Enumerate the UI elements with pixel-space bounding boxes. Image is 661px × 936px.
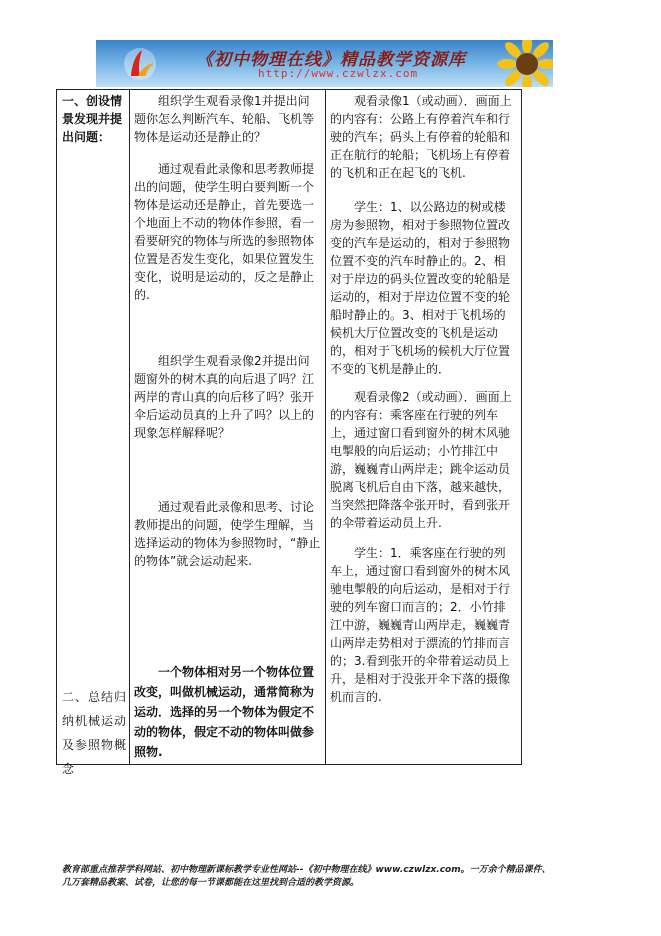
section-label-cell [57,90,130,776]
teacher-paragraph: 通过观看此录像和思考、讨论教师提出的问题，使学生理解，当选择运动的物体为参照物时，“静止的物体”就会运动起来. [134,500,321,568]
section2-label: 二、总结归纳机械运动及参照物概念 [62,690,126,776]
sunflower-icon [497,40,553,87]
teacher-paragraph: 组织学生观看录像1并提出问题你怎么判断汽车、轮船、飞机等物体是运动还是静止的？ [134,94,315,144]
student-activity-cell [326,90,522,765]
table-row [57,90,522,765]
student-paragraph: 学生：1、以公路边的树或楼房为参照物，相对于参照物位置改变的汽车是运动的，相对于参照物位置不变的汽车时静止的。2、相对于岸边的码头位置改变的轮船是运动的，相对于岸边位置不变的轮船时静止的。3、相对于飞机场的候机大厅位置改变的飞机是运动的，相对于飞机场的候机大厅位置不变的飞机是静止的． [330,200,511,376]
section1-label: 一、创设情景发现并提出问题： [62,94,123,144]
concept-summary: 一个物体相对另一个物体位置改变，叫做机械运动，通常简称为运动．选择的另一个物体为假定不动的物体，假定不动的物体叫做参照物. [134,665,315,759]
teacher-paragraph: 通过观看此录像和思考教师提出的问题，使学生明白要判断一个物体是运动还是静止，首先要选一个地面上不动的物体作参照，看一看要研究的物体与所选的参照物体位置是否发生变化，如果位置发生变化，说明是运动的，反之是静止的. [134,162,315,302]
teacher-paragraph: 组织学生观看录像2并提出问题窗外的树木真的向后退了吗？江两岸的青山真的向后移了吗？张开伞后运动员真的上升了吗？以上的现象怎样解释呢？ [134,354,315,440]
header-banner [96,40,553,87]
footer-line: 几万套精品教案、试卷，让您的每一节课都能在这里找到合适的教学资源。 [62,878,360,888]
student-paragraph: 观看录像1（或动画）．画面上的内容有：公路上有停着汽车和行驶的汽车；码头上有停着的轮船和正在航行的轮船；飞机场上有停着的飞机和正在起飞的飞机. [330,94,512,180]
banner-url[interactable]: http://www.czwlzx.com [258,67,419,80]
student-paragraph: 观看录像2（或动画）．画面上的内容有：乘客座在行驶的列车上，通过窗口看到窗外的树木风驰电掣般的向后运动；小竹排江中游，巍巍青山两岸走；跳伞运动员脱离飞机后自由下落，越来越快，当突然把降落伞张开时，看到张开的伞带着运动员上升. [330,390,512,530]
site-logo-icon [122,46,158,82]
footer-line: 教育部重点推荐学科网站、初中物理新课标教学专业性网站--《初中物理在线》www.czwlzx.com。一万余个精品课件、 [62,865,551,875]
banner-title: 《初中物理在线》精品教学资源库 [196,50,466,70]
page-footer [62,864,602,890]
student-paragraph: 学生：1．乘客座在行驶的列车上，通过窗口看到窗外的树木风驰电掣般的向后运动，是相对于行驶的列车窗口而言的；2．小竹排江中游，巍巍青山两岸走，巍巍青山两岸走势相对于漂流的竹排而言的；3.看到张开的伞带着运动员上升，是相对于没张开伞下落的摄像机而言的. [330,546,511,704]
lesson-plan-table [56,89,522,776]
teacher-activity-cell [130,90,326,765]
